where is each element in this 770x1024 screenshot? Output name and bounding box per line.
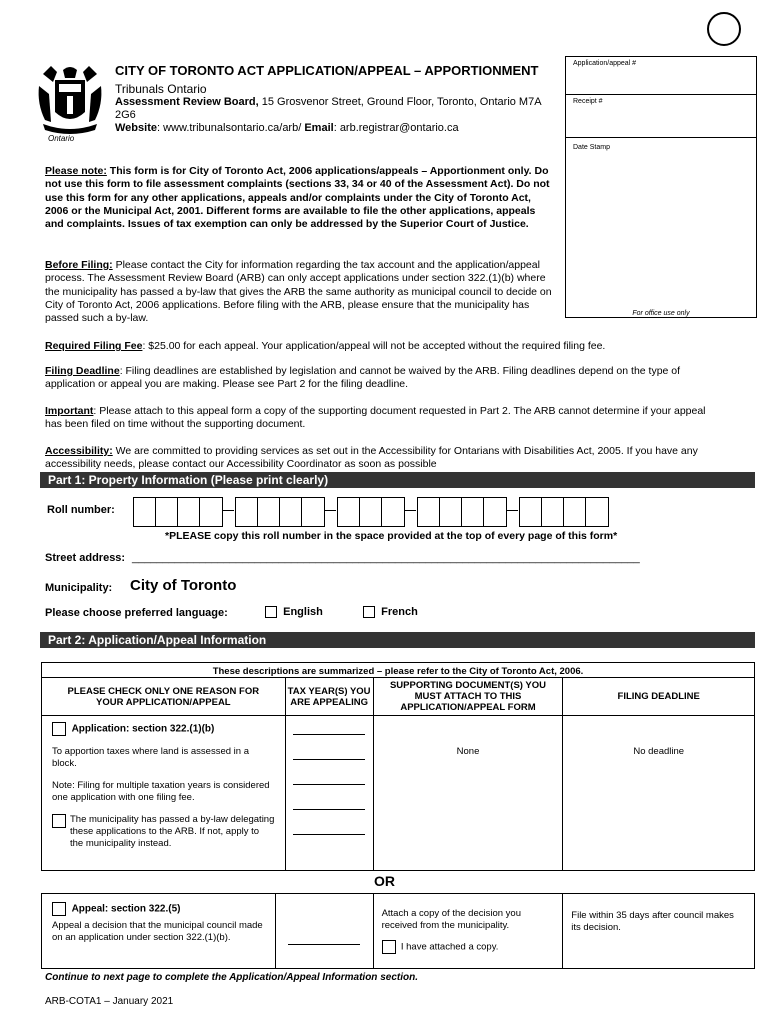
roll-number-label: Roll number:	[47, 504, 115, 516]
filing-deadline	[45, 365, 725, 392]
appeal-tax-year-cell	[275, 894, 373, 969]
contact-line	[115, 122, 459, 134]
before-filing	[45, 259, 555, 325]
roll-digit-box[interactable]	[133, 497, 157, 527]
roll-digit-box[interactable]	[257, 497, 281, 527]
part2-table	[41, 662, 755, 871]
board-address	[115, 96, 560, 121]
roll-digit-box[interactable]	[199, 497, 223, 527]
roll-digit-box[interactable]	[585, 497, 609, 527]
address-text: 15 Grosvenor Street, Ground Floor, Toronto, Ontario M7A 2G6	[115, 96, 541, 121]
roll-digit-box[interactable]	[155, 497, 179, 527]
roll-digit-box[interactable]	[417, 497, 441, 527]
col-reason-header: PLEASE CHECK ONLY ONE REASON FOR YOUR APPLICATION/APPEAL	[42, 678, 286, 716]
tax-year-input-2[interactable]	[293, 759, 365, 760]
col-docs-header: SUPPORTING DOCUMENT(S) YOU MUST ATTACH TO THIS APPLICATION/APPEAL FORM	[373, 678, 563, 716]
continue-note: Continue to next page to complete the Application/Appeal Information section.	[45, 972, 418, 983]
municipality-value: City of Toronto	[130, 577, 237, 594]
appeal-description: Appeal a decision that the municipal council made on an application under section 322.(1)(b).	[52, 920, 263, 943]
filing-fee	[45, 340, 725, 353]
roll-digit-box[interactable]	[381, 497, 405, 527]
bylaw-checkbox[interactable]	[52, 814, 66, 828]
application-number-field	[566, 57, 756, 95]
filing-deadline-label: Filing Deadline	[45, 365, 120, 377]
tax-year-input-5[interactable]	[293, 834, 365, 835]
important-label: Important	[45, 405, 94, 417]
roll-digit-box[interactable]	[279, 497, 303, 527]
important-text: : Please attach to this appeal form a copy of the supporting document requested in Part 2. The ARB cannot determine if your appeal has been filed on time without the supporting document.	[45, 405, 706, 431]
roll-digit-box[interactable]	[337, 497, 361, 527]
municipality-label: Municipality:	[45, 582, 113, 594]
street-address-input[interactable]: ___________________________________________________________________________________	[132, 552, 640, 564]
or-separator: OR	[374, 873, 395, 889]
please-note	[45, 165, 555, 231]
english-checkbox[interactable]	[265, 606, 277, 618]
french-checkbox[interactable]	[363, 606, 375, 618]
application-title: Application: section 322.(1)(b)	[71, 723, 215, 735]
roll-separator-dash	[222, 510, 234, 511]
page-corner-circle	[707, 12, 741, 46]
form-title: CITY OF TORONTO ACT APPLICATION/APPEAL – APPORTIONMENT	[115, 63, 539, 78]
roll-number-note: *PLEASE copy this roll number in the space provided at the top of every page of this form*	[165, 530, 618, 542]
appeal-table	[41, 893, 755, 969]
ontario-coat-of-arms-logo	[35, 64, 105, 146]
attached-label: I have attached a copy.	[400, 941, 499, 953]
appeal-deadline-cell: File within 35 days after council makes its decision.	[563, 894, 755, 969]
please-note-label: Please note:	[45, 165, 107, 177]
part1-heading-bar	[40, 472, 755, 488]
application-reason-cell	[42, 716, 286, 871]
roll-digit-box[interactable]	[541, 497, 565, 527]
appeal-docs-text: Attach a copy of the decision you received from the municipality.	[381, 908, 521, 931]
english-label: English	[283, 606, 323, 618]
french-label: French	[381, 606, 418, 618]
roll-digit-box[interactable]	[461, 497, 485, 527]
attached-checkbox[interactable]	[382, 940, 396, 954]
receipt-label: Receipt #	[573, 98, 603, 105]
roll-separator-dash	[404, 510, 416, 511]
roll-digit-box[interactable]	[519, 497, 543, 527]
col-deadline-header: FILING DEADLINE	[563, 678, 755, 716]
form-id-footer: ARB-COTA1 – January 2021	[45, 996, 174, 1007]
filing-fee-text: : $25.00 for each appeal. Your application/appeal will not be accepted without the required filing fee.	[142, 340, 606, 352]
part2-heading: Part 2: Application/Appeal Information	[48, 633, 267, 647]
application-checkbox[interactable]	[52, 722, 66, 736]
please-note-text: This form is for City of Toronto Act, 2006 applications/appeals – Apportionment only. Do not use this form to file assessment complaints (sections 33, 34 or 40 of the Assessment Act). Do not use this form for any other applications, appeals and/or complaints under the City of Toronto Act, 2006 or the Municipal Act, 2001. Different forms are available to file the other applications, appeals and complaints. Issues of tax exemption can only be addressed by the Superior Court of Justice.	[45, 165, 550, 231]
part1-heading: Part 1: Property Information (Please print clearly)	[48, 473, 329, 487]
appeal-reason-cell	[42, 894, 276, 969]
language-label: Please choose preferred language:	[45, 607, 228, 619]
roll-digit-box[interactable]	[439, 497, 463, 527]
bylaw-option	[52, 814, 275, 850]
accessibility-label: Accessibility:	[45, 445, 113, 457]
before-filing-label: Before Filing:	[45, 259, 113, 271]
roll-digit-box[interactable]	[483, 497, 507, 527]
appeal-title: Appeal: section 322.(5)	[71, 903, 181, 915]
application-note: Note: Filing for multiple taxation years is considered one application with one filing fee.	[52, 780, 270, 803]
email-label: Email	[304, 122, 334, 134]
tax-year-input-1[interactable]	[293, 734, 365, 735]
roll-digit-box[interactable]	[235, 497, 259, 527]
bylaw-text: The municipality has passed a by-law delegating these applications to the ARB. If not, apply to the municipality instead.	[70, 814, 275, 849]
logo-wordmark: Ontario	[48, 134, 75, 143]
filing-deadline-text: : Filing deadlines are established by legislation and cannot be waived by the ARB. Filing deadlines depend on the type of application or appeal you are making. Please see Part 2 for the filing deadline.	[45, 365, 681, 391]
application-docs-cell: None	[373, 716, 563, 871]
application-tax-year-cell	[285, 716, 373, 871]
roll-digit-box[interactable]	[563, 497, 587, 527]
filing-fee-label: Required Filing Fee	[45, 340, 143, 352]
appeal-tax-year-input[interactable]	[288, 944, 360, 945]
appeal-checkbox[interactable]	[52, 902, 66, 916]
website-label: Website	[115, 122, 157, 134]
office-use-box	[565, 56, 757, 318]
col-tax-year-header: TAX YEAR(S) YOU ARE APPEALING	[285, 678, 373, 716]
appeal-docs-cell	[373, 894, 563, 969]
application-number-label: Application/appeal #	[573, 60, 637, 67]
language-english-option[interactable]	[265, 606, 323, 618]
street-address-label: Street address:	[45, 552, 126, 564]
application-deadline-cell: No deadline	[563, 716, 755, 871]
tax-year-input-4[interactable]	[293, 809, 365, 810]
date-stamp-label: Date Stamp	[573, 144, 610, 151]
roll-separator-dash	[506, 510, 518, 511]
roll-digit-box[interactable]	[177, 497, 201, 527]
board-name: Assessment Review Board,	[115, 96, 259, 108]
org-name: Tribunals Ontario	[115, 82, 207, 96]
part2-heading-bar	[40, 632, 755, 648]
office-use-note: For office use only	[632, 310, 690, 317]
receipt-field	[566, 95, 756, 138]
roll-digit-box[interactable]	[301, 497, 325, 527]
language-french-option[interactable]	[363, 606, 418, 618]
accessibility-text: We are committed to providing services as set out in the Accessibility for Ontarians with Disabilities Act, 2005. If you have any accessibility needs, please contact our Accessibility Coordinator as soon as possible	[45, 445, 698, 471]
tax-year-input-3[interactable]	[293, 784, 365, 785]
accessibility-note	[45, 445, 725, 472]
summary-note: These descriptions are summarized – please refer to the City of Toronto Act, 2006.	[42, 663, 755, 678]
important-note	[45, 405, 725, 432]
roll-digit-box[interactable]	[359, 497, 383, 527]
email-value[interactable]: : arb.registrar@ontario.ca	[333, 122, 459, 134]
before-filing-text: Please contact the City for information regarding the tax account and the application/appeal process. The Assessment Review Board (ARB) can only accept applications under section 322.(1)(b) where the municipality has passed a by-law that gives the ARB the same authority as municipal council to decide on City of Toronto Act, 2006 applications. Before filing with the ARB, please ensure that the municipality has passed such a by-law.	[45, 259, 552, 325]
roll-separator-dash	[324, 510, 336, 511]
application-description: To apportion taxes where land is assessed in a block.	[52, 746, 249, 769]
website-value[interactable]: : www.tribunalsontario.ca/arb/	[156, 122, 305, 134]
